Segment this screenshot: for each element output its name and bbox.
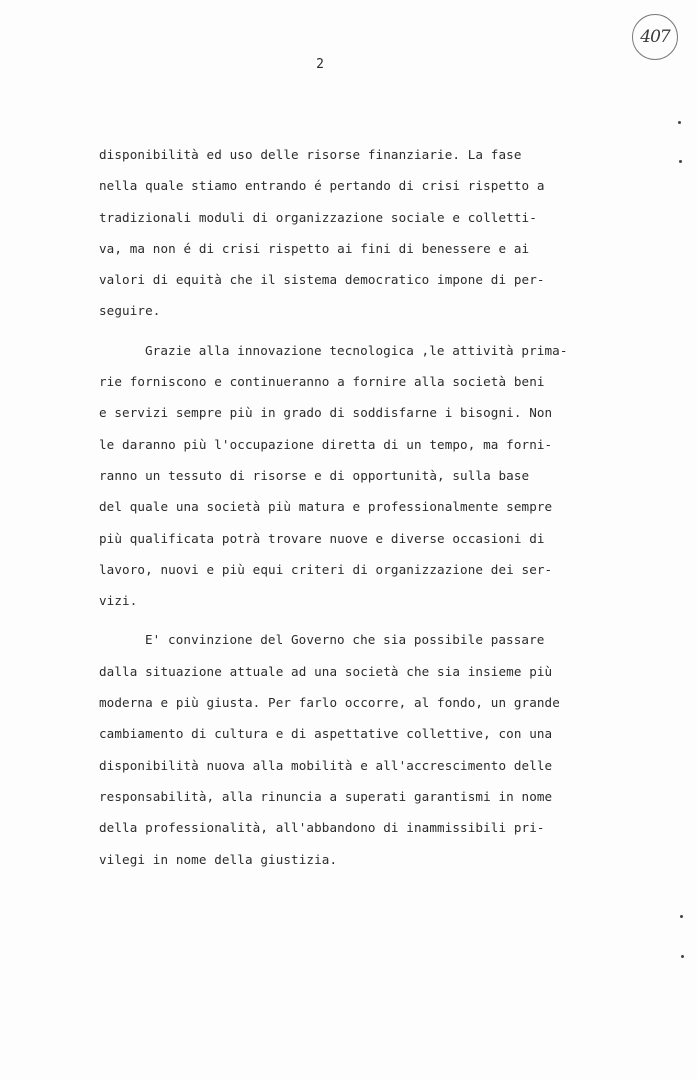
text-line: Grazie alla innovazione tecnologica ,le attività prima- [145, 342, 568, 358]
text-line: nella quale stiamo entrando é pertando di crisi rispetto a [99, 178, 545, 194]
text-line: responsabilità, alla rinuncia a superati garantismi in nome [99, 788, 553, 804]
paragraph-2 [99, 335, 599, 617]
page-number: 2 [316, 57, 324, 72]
paragraph-1 [99, 139, 599, 327]
text-line: vilegi in nome della giustizia. [99, 851, 338, 867]
archive-number: 407 [640, 27, 670, 47]
text-line: rie forniscono e continueranno a fornire alla società beni [99, 374, 545, 390]
paragraph-gap [99, 327, 599, 335]
margin-mark [680, 915, 683, 918]
text-line: valori di equità che il sistema democratico impone di per- [99, 272, 545, 288]
text-line: tradizionali moduli di organizzazione sociale e colletti- [99, 209, 537, 225]
text-line: disponibilità nuova alla mobilità e all'accrescimento delle [99, 757, 553, 773]
text-line: e servizi sempre più in grado di soddisfarne i bisogni. Non [99, 405, 553, 421]
paragraph-gap [99, 616, 599, 624]
text-line: cambiamento di cultura e di aspettative collettive, con una [99, 726, 553, 742]
archive-number-stamp [632, 14, 678, 60]
paragraph-3 [99, 624, 599, 874]
text-line: del quale una società più matura e professionalmente sempre [99, 499, 553, 515]
text-line: disponibilità ed uso delle risorse finanziarie. La fase [99, 147, 522, 162]
text-line: va, ma non é di crisi rispetto ai fini di benessere e ai [99, 240, 530, 256]
text-line: vizi. [99, 593, 138, 609]
text-line: ranno un tessuto di risorse e di opportunità, sulla base [99, 467, 530, 483]
text-line: dalla situazione attuale ad una società che sia insieme più [99, 663, 553, 679]
margin-mark [678, 121, 681, 124]
margin-mark [679, 160, 682, 163]
text-line: più qualificata potrà trovare nuove e diverse occasioni di [99, 530, 545, 546]
text-line: le daranno più l'occupazione diretta di un tempo, ma forni- [99, 436, 553, 452]
text-line: seguire. [99, 303, 161, 319]
text-line: E' convinzione del Governo che sia possibile passare [145, 632, 545, 648]
margin-mark [681, 955, 684, 958]
text-line: moderna e più giusta. Per farlo occorre, al fondo, un grande [99, 695, 560, 711]
body-text [99, 139, 599, 875]
text-line: della professionalità, all'abbandono di inammissibili pri- [99, 820, 545, 836]
text-line: lavoro, nuovi e più equi criteri di organizzazione dei ser- [99, 561, 553, 577]
